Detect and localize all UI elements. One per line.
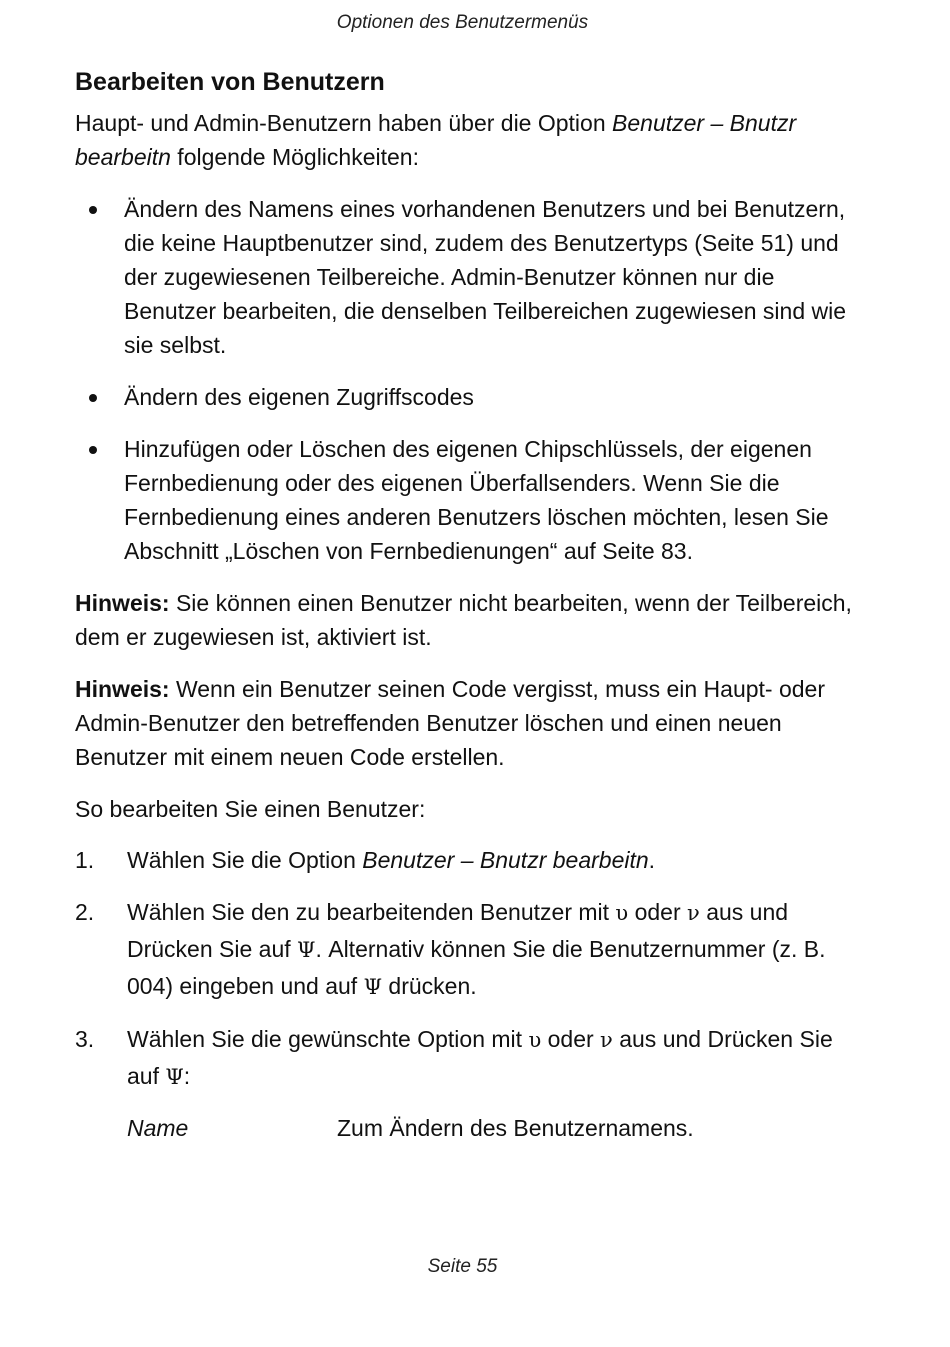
section-title: Bearbeiten von Benutzern	[75, 68, 385, 96]
list-item-text: Hinzufügen oder Löschen des eigenen Chipschlüssels, der eigenen Fernbedienung oder des eigenen Überfallsenders. Wenn Sie die Fernbedienung eines anderen Benutzers löschen möchten, lesen Sie Abschnitt „Löschen von Fernbedienungen“ auf Seite 83.	[124, 436, 829, 564]
note-label: Hinweis:	[75, 676, 170, 702]
up-key-icon: υ	[615, 901, 629, 925]
step-item	[75, 1021, 865, 1095]
intro-text-1: Haupt- und Admin-Benutzern haben über die Option	[75, 110, 613, 136]
step-text: oder	[628, 899, 688, 925]
ok-key-icon: Ψ	[165, 1065, 184, 1089]
list-item	[75, 432, 865, 568]
step-text: Wählen Sie die gewünschte Option mit	[127, 1026, 529, 1052]
step-text: aus und Drücken Sie auf	[127, 899, 789, 962]
list-item	[75, 192, 865, 362]
list-item-text: Ändern des Namens eines vorhandenen Benutzers und bei Benutzern, die keine Hauptbenutzer sind, zudem des Benutzertyps (Seite 51) und der zugewiesenen Teilbereiche. Admin-Benutzer können nur die Benutzer bearbeiten, die denselben Teilbereichen zugewiesen sind wie sie selbst.	[124, 196, 847, 358]
step-text: drücken.	[382, 973, 477, 999]
ok-key-icon: Ψ	[363, 975, 383, 999]
step-option: Benutzer – Bnutzr bearbeitn	[362, 847, 649, 873]
down-key-icon: ν	[687, 901, 700, 925]
intro-text-2: folgende Möglichkeiten:	[170, 144, 419, 170]
step-text: aus und Drücken Sie auf	[127, 1026, 833, 1089]
ok-key-icon: Ψ	[297, 938, 316, 962]
bullet-icon	[89, 394, 97, 402]
page-footer: Seite 55	[427, 1256, 498, 1277]
option-row	[75, 1111, 865, 1145]
list-item	[75, 380, 865, 414]
note-paragraph	[75, 672, 865, 774]
step-number: 1.	[75, 847, 95, 873]
intro-paragraph	[75, 106, 865, 174]
option-description: Zum Ändern des Benutzernamens.	[337, 1115, 694, 1141]
note-text: Sie können einen Benutzer nicht bearbeiten, wenn der Teilbereich, dem er zugewiesen ist, aktiviert ist.	[75, 590, 852, 650]
note-paragraph	[75, 586, 865, 654]
bullet-icon	[89, 206, 97, 214]
main-content	[75, 66, 865, 1145]
step-number: 3.	[75, 1026, 95, 1052]
page-header: Optionen des Benutzermenüs	[336, 12, 589, 33]
down-key-icon: ν	[600, 1028, 613, 1052]
step-text: Wählen Sie den zu bearbeitenden Benutzer mit	[127, 899, 616, 925]
step-text: Wählen Sie die Option	[127, 847, 363, 873]
steps-list	[75, 842, 865, 1095]
intro-option: Benutzer – Bnutzr bearbeitn	[75, 110, 797, 170]
up-key-icon: υ	[528, 1028, 542, 1052]
list-item-text: Ändern des eigenen Zugriffscodes	[124, 384, 474, 410]
step-text: :	[183, 1063, 191, 1089]
capabilities-list	[75, 192, 865, 568]
step-number: 2.	[75, 899, 95, 925]
bullet-icon	[89, 446, 97, 454]
note-text: Wenn ein Benutzer seinen Code vergisst, muss ein Haupt- oder Admin-Benutzer den betreffenden Benutzer löschen und einen neuen Benutzer mit einem neuen Code erstellen.	[75, 676, 825, 770]
steps-intro: So bearbeiten Sie einen Benutzer:	[75, 796, 426, 822]
note-label: Hinweis:	[75, 590, 170, 616]
step-text: .	[648, 847, 656, 873]
step-item	[75, 894, 865, 1005]
step-text: . Alternativ können Sie die Benutzernummer (z. B. 004) eingeben und auf	[127, 936, 826, 999]
option-name: Name	[127, 1115, 189, 1141]
step-item	[75, 842, 865, 878]
step-text: oder	[541, 1026, 601, 1052]
